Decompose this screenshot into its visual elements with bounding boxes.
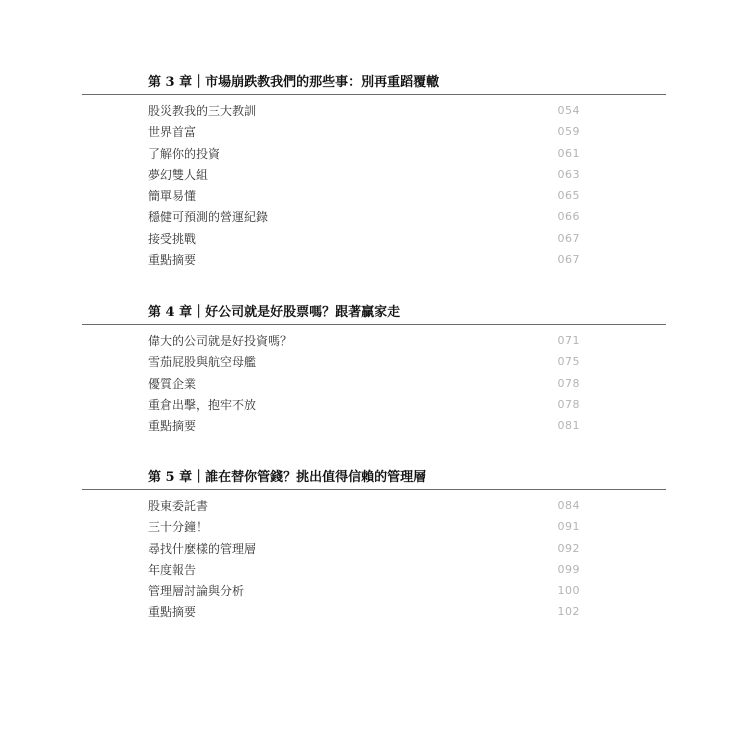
entry-page-number: 102 xyxy=(557,605,580,619)
entry-page-number: 066 xyxy=(557,210,580,224)
entry-title: 重點摘要 xyxy=(148,253,197,268)
entry-page-number: 059 xyxy=(557,125,580,139)
toc-entry[interactable] xyxy=(0,165,750,186)
entry-page-number: 078 xyxy=(557,376,580,390)
entry-title: 管理層討論與分析 xyxy=(148,584,245,599)
entry-title: 三十分鐘！ xyxy=(148,520,209,535)
entry-page-number: 065 xyxy=(557,189,580,203)
chapter-title: 第 3 章｜市場崩跌教我們的那些事：別再重蹈覆轍 xyxy=(148,75,440,90)
toc-entry[interactable] xyxy=(0,602,750,623)
toc-entry[interactable] xyxy=(0,331,750,352)
entry-title: 雪茄屁股與航空母艦 xyxy=(148,355,257,370)
entry-page-number: 075 xyxy=(557,355,580,369)
toc-entry[interactable] xyxy=(0,416,750,437)
entry-page-number: 078 xyxy=(557,397,580,411)
toc-entry[interactable] xyxy=(0,581,750,602)
entry-title: 簡單易懂 xyxy=(148,189,197,204)
chapter-title: 第 4 章｜好公司就是好股票嗎？跟著贏家走 xyxy=(148,305,401,320)
entry-title: 世界首富 xyxy=(148,125,197,140)
entry-title: 尋找什麼樣的管理層 xyxy=(148,541,257,556)
entry-page-number: 091 xyxy=(557,520,580,534)
chapter-divider xyxy=(82,94,666,95)
entry-page-number: 063 xyxy=(557,167,580,181)
entry-title: 接受挑戰 xyxy=(148,231,197,246)
toc-entry[interactable] xyxy=(0,560,750,581)
entry-title: 重點摘要 xyxy=(148,605,197,620)
entry-title: 穩健可預測的營運紀錄 xyxy=(148,210,269,225)
toc-entry[interactable] xyxy=(0,539,750,560)
toc-entry[interactable] xyxy=(0,374,750,395)
entry-title: 夢幻雙人組 xyxy=(148,167,209,182)
entry-page-number: 067 xyxy=(557,253,580,267)
entry-title: 優質企業 xyxy=(148,376,197,391)
entry-title: 重點摘要 xyxy=(148,419,197,434)
toc-entry[interactable] xyxy=(0,496,750,517)
chapter-divider xyxy=(82,324,666,325)
entry-title: 重倉出擊，抱牢不放 xyxy=(148,397,257,412)
entry-title: 股災教我的三大教訓 xyxy=(148,104,257,118)
entry-title: 偉大的公司就是好投資嗎？ xyxy=(148,334,293,348)
entry-title: 年度報告 xyxy=(148,562,197,577)
entry-page-number: 061 xyxy=(557,146,580,160)
toc-entry[interactable] xyxy=(0,395,750,416)
entry-list xyxy=(0,496,750,624)
chapter-title: 第 5 章｜誰在替你管錢？挑出值得信賴的管理層 xyxy=(148,470,427,485)
toc-entry[interactable] xyxy=(0,250,750,271)
toc-entry[interactable] xyxy=(0,229,750,250)
toc-entry[interactable] xyxy=(0,352,750,373)
entry-page-number: 100 xyxy=(557,584,580,598)
toc-entry[interactable] xyxy=(0,517,750,538)
entry-page-number: 081 xyxy=(557,419,580,433)
entry-page-number: 084 xyxy=(557,499,580,512)
entry-page-number: 067 xyxy=(557,231,580,245)
entry-list xyxy=(0,331,750,437)
entry-page-number: 092 xyxy=(557,541,580,555)
toc-entry[interactable] xyxy=(0,144,750,165)
toc-entry[interactable] xyxy=(0,207,750,228)
entry-title: 股東委託書 xyxy=(148,499,209,513)
entry-list xyxy=(0,101,750,271)
entry-title: 了解你的投資 xyxy=(148,146,221,161)
entry-page-number: 054 xyxy=(557,104,580,117)
entry-page-number: 099 xyxy=(557,562,580,576)
toc-entry[interactable] xyxy=(0,186,750,207)
entry-page-number: 071 xyxy=(557,334,580,347)
chapter-divider xyxy=(82,489,666,490)
toc-entry[interactable] xyxy=(0,122,750,143)
toc-entry[interactable] xyxy=(0,101,750,122)
